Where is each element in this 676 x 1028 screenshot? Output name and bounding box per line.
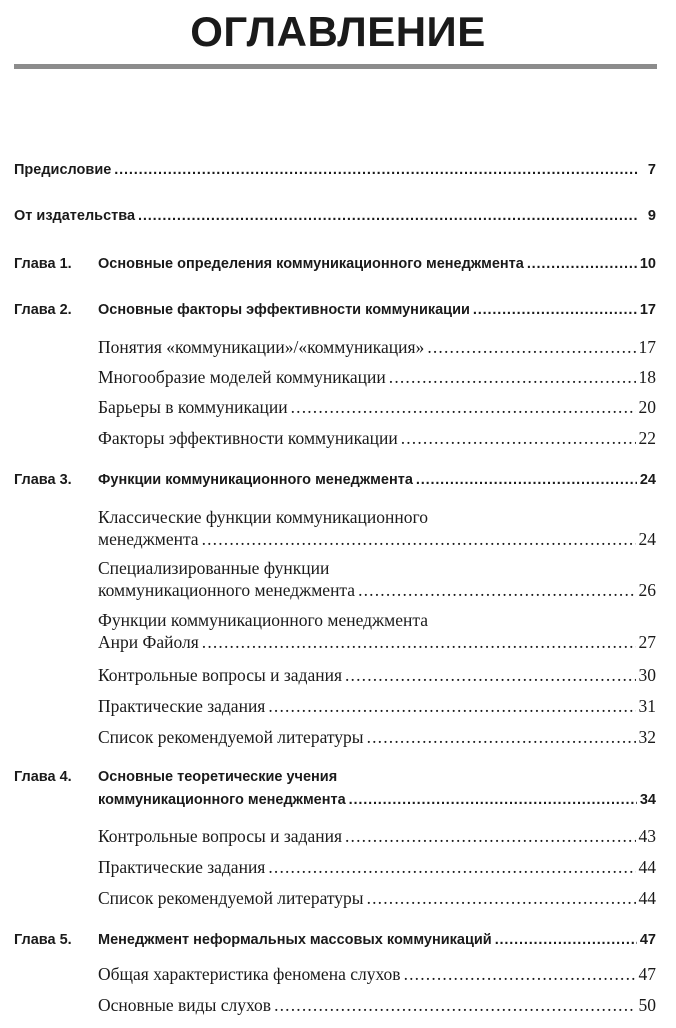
entry-title: Предисловие <box>14 162 112 178</box>
entry-title: Практические задания <box>98 696 266 716</box>
entry-title: Общая характеристика феномена слухов <box>98 964 401 984</box>
entry-title: Основные виды слухов <box>98 995 272 1015</box>
dot-leader <box>349 790 637 810</box>
dot-leader <box>473 300 637 320</box>
dot-leader <box>291 396 636 418</box>
page-number: 20 <box>638 397 656 417</box>
dot-leader <box>268 695 635 717</box>
chapter-number: Глава 2. <box>14 302 72 318</box>
entry-title: менеджмента <box>98 529 199 549</box>
chapter-number: Глава 4. <box>14 769 72 785</box>
page-number: 47 <box>639 932 656 948</box>
entry-title-first-line: Функции коммуникационного менеджмента <box>98 610 428 630</box>
page-number: 34 <box>639 792 656 808</box>
entry-title: От издательства <box>14 208 136 224</box>
dot-leader <box>401 427 636 449</box>
page-number: 32 <box>638 727 656 747</box>
chapter-number: Глава 5. <box>14 932 72 948</box>
entry-title: коммуникационного менеджмента <box>98 580 356 600</box>
page-number: 44 <box>638 888 656 908</box>
dot-leader <box>358 579 635 601</box>
dot-leader <box>367 726 636 748</box>
entry-title-first-line: Специализированные функции <box>98 558 330 578</box>
dot-leader <box>367 887 636 909</box>
dot-leader <box>495 930 637 950</box>
page-number: 24 <box>639 472 656 488</box>
page-number: 44 <box>638 857 656 877</box>
entry-title: коммуникационного менеджмента <box>98 792 346 808</box>
entry-title: Практические задания <box>98 857 266 877</box>
page-number: 47 <box>638 964 656 984</box>
entry-title: Анри Файоля <box>98 632 199 652</box>
page-number: 30 <box>638 665 656 685</box>
page-number: 9 <box>647 208 656 224</box>
entry-title: Факторы эффективности коммуникации <box>98 428 398 448</box>
dot-leader <box>202 528 636 550</box>
entry-title: Функции коммуникационного менеджмента <box>98 472 413 488</box>
dot-leader <box>404 963 636 985</box>
page-number: 31 <box>638 696 656 716</box>
dot-leader <box>389 366 636 388</box>
dot-leader <box>527 254 637 274</box>
dot-leader <box>138 206 639 226</box>
entry-title: Многообразие моделей коммуникации <box>98 367 386 387</box>
dot-leader <box>274 994 635 1016</box>
page-number: 18 <box>638 367 656 387</box>
entry-title: Список рекомендуемой литературы <box>98 727 364 747</box>
entry-title: Менеджмент неформальных массовых коммуникаций <box>98 932 492 948</box>
dot-leader <box>114 160 639 180</box>
chapter-number: Глава 1. <box>14 256 72 272</box>
entry-title-first-line: Основные теоретические учения <box>98 769 338 785</box>
dot-leader <box>268 856 635 878</box>
entry-title: Основные факторы эффективности коммуникации <box>98 302 470 318</box>
entry-title: Понятия «коммуникации»/«коммуникация» <box>98 337 425 357</box>
chapter-number: Глава 3. <box>14 472 72 488</box>
dot-leader <box>345 664 636 686</box>
page-number: 26 <box>638 580 656 600</box>
page-number: 27 <box>638 632 656 652</box>
page-number: 10 <box>639 256 656 272</box>
page-number: 17 <box>639 302 656 318</box>
dot-leader <box>427 336 635 358</box>
entry-title: Контрольные вопросы и задания <box>98 826 342 846</box>
entry-title-first-line: Классические функции коммуникационного <box>98 507 428 527</box>
page-number: 17 <box>638 337 656 357</box>
dot-leader <box>416 470 637 490</box>
page-number: 43 <box>638 826 656 846</box>
dot-leader <box>202 631 636 653</box>
entry-title: Контрольные вопросы и задания <box>98 665 342 685</box>
page-number: 22 <box>638 428 656 448</box>
page-number: 24 <box>638 529 656 549</box>
page-number: 50 <box>638 995 656 1015</box>
entry-title: Барьеры в коммуникации <box>98 397 288 417</box>
page-number: 7 <box>647 162 656 178</box>
entry-title: Список рекомендуемой литературы <box>98 888 364 908</box>
entry-title: Основные определения коммуникационного менеджмента <box>98 256 524 272</box>
dot-leader <box>345 825 636 847</box>
page-title: ОГЛАВЛЕНИЕ <box>190 8 486 55</box>
